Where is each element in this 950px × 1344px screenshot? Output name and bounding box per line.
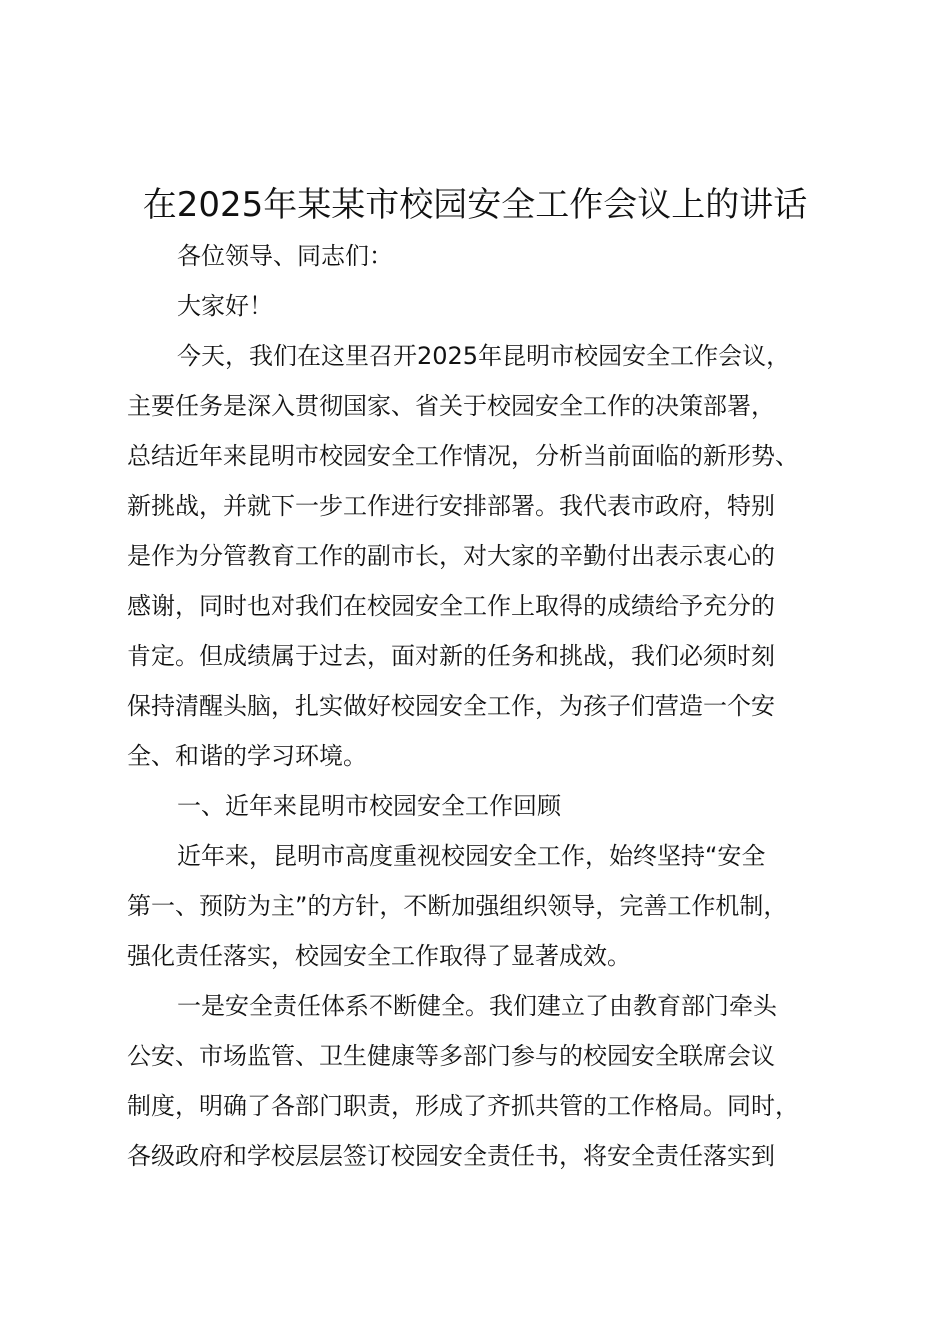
- paragraph-line: 今天，我们在这里召开2025年昆明市校园安全工作会议，: [177, 342, 791, 370]
- paragraph-line: 各级政府和学校层层签订校园安全责任书，将安全责任落实到: [127, 1142, 775, 1170]
- paragraph-line: 公安、市场监管、卫生健康等多部门参与的校园安全联席会议: [127, 1042, 775, 1070]
- salutation-line: 各位领导、同志们：: [177, 242, 393, 270]
- greeting-line: 大家好！: [177, 292, 273, 320]
- paragraph-line: 第一、预防为主”的方针，不断加强组织领导，完善工作机制，: [127, 892, 788, 920]
- paragraph-line: 全、和谐的学习环境。: [127, 742, 367, 770]
- paragraph-line: 是作为分管教育工作的副市长，对大家的辛勤付出表示衷心的: [127, 542, 775, 570]
- paragraph-line: 新挑战，并就下一步工作进行安排部署。我代表市政府，特别: [127, 492, 775, 520]
- paragraph-line: 主要任务是深入贯彻国家、省关于校园安全工作的决策部署，: [127, 392, 775, 420]
- paragraph-line: 肯定。但成绩属于过去，面对新的任务和挑战，我们必须时刻: [127, 642, 775, 670]
- section-heading: 一、近年来昆明市校园安全工作回顾: [177, 792, 561, 820]
- paragraph-line: 感谢，同时也对我们在校园安全工作上取得的成绩给予充分的: [127, 592, 775, 620]
- document-title: 在2025年某某市校园安全工作会议上的讲话: [142, 185, 808, 225]
- paragraph-line: 强化责任落实，校园安全工作取得了显著成效。: [127, 942, 631, 970]
- paragraph-line: 总结近年来昆明市校园安全工作情况，分析当前面临的新形势、: [127, 442, 799, 470]
- paragraph-line: 一是安全责任体系不断健全。我们建立了由教育部门牵头: [177, 992, 777, 1020]
- paragraph-line: 保持清醒头脑，扎实做好校园安全工作，为孩子们营造一个安: [127, 692, 775, 720]
- paragraph-line: 制度，明确了各部门职责，形成了齐抓共管的工作格局。同时，: [127, 1092, 799, 1120]
- paragraph-line: 近年来，昆明市高度重视校园安全工作，始终坚持“安全: [177, 842, 766, 870]
